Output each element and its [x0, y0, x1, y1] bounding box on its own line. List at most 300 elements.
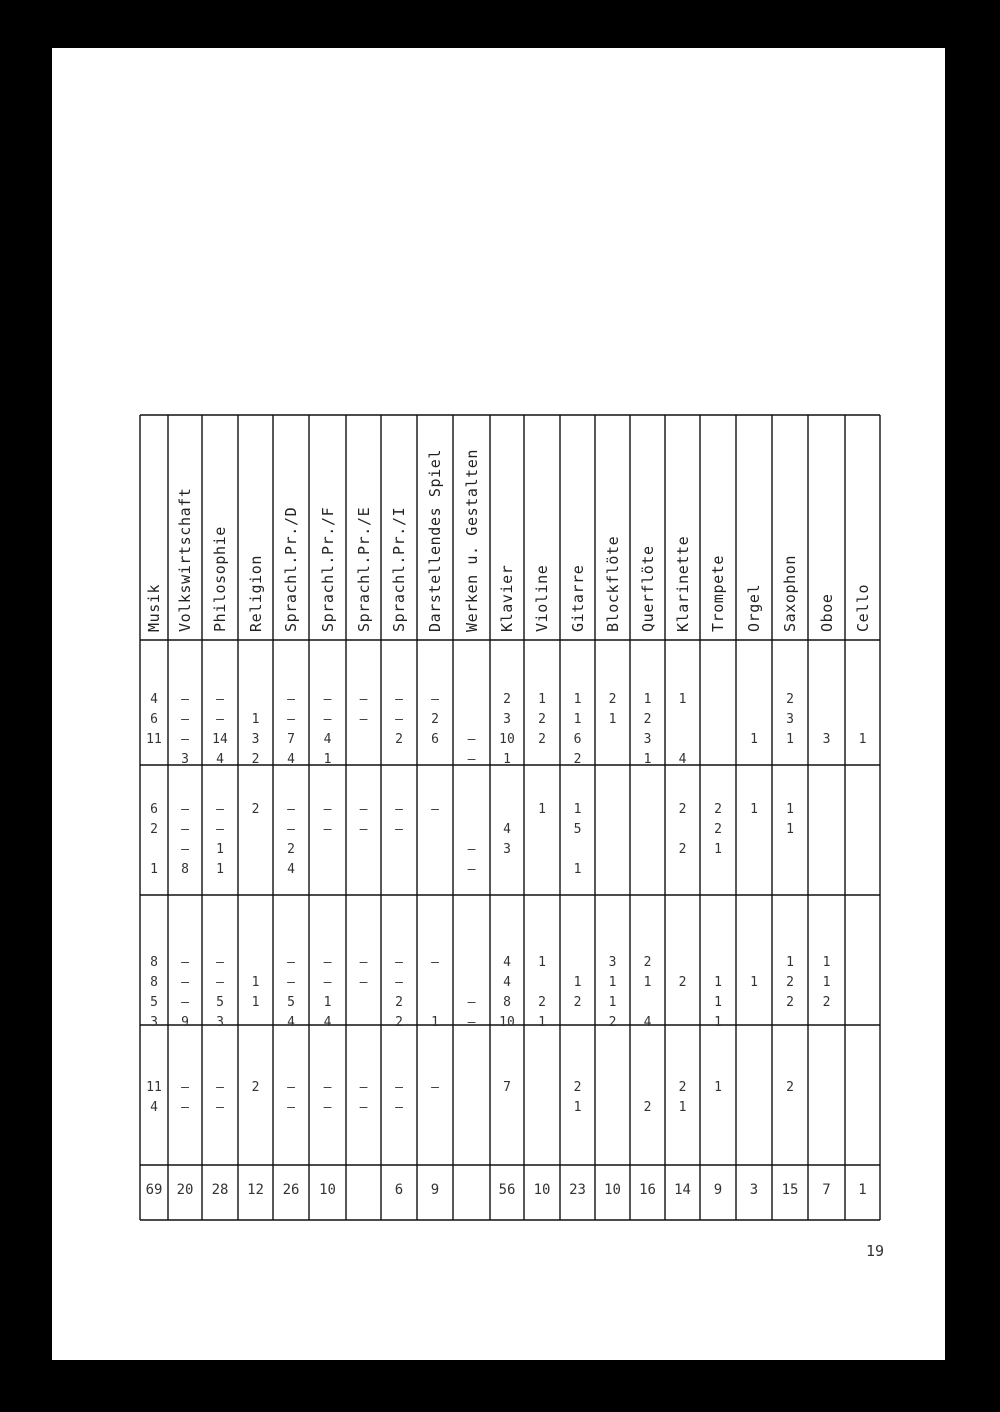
- table-cell-group: [597, 690, 629, 770]
- cell-value: –: [216, 802, 224, 817]
- cell-value: 1: [573, 1100, 582, 1115]
- column-header: Philosophie: [211, 526, 229, 632]
- cell-value: [667, 820, 699, 840]
- cell-value: [738, 1013, 770, 1033]
- cell-value: 1: [678, 692, 687, 707]
- cell-value: 5: [216, 995, 224, 1010]
- cell-value: 1: [786, 732, 794, 747]
- cell-value: 14: [212, 732, 228, 747]
- table-cell-group: [204, 953, 236, 1033]
- cell-value: 3: [786, 712, 794, 727]
- cell-value: [419, 840, 451, 860]
- table-cell-group: [667, 690, 699, 770]
- cell-value: 7: [503, 1080, 511, 1095]
- cell-value: [847, 750, 879, 770]
- cell-value: 5: [287, 995, 295, 1010]
- cell-value: [240, 840, 272, 860]
- cell-value: [847, 1098, 879, 1118]
- table-cell-group: [138, 1078, 170, 1118]
- cell-value: 1: [150, 862, 158, 877]
- cell-value: 6: [573, 732, 582, 747]
- cell-value: –: [467, 995, 476, 1010]
- column-header: Musik: [145, 583, 163, 632]
- cell-value: [526, 1078, 558, 1098]
- column-header: Gitarre: [568, 564, 587, 632]
- column-total: 3: [749, 1182, 759, 1198]
- cell-value: –: [431, 1080, 439, 1095]
- cell-value: –: [181, 822, 189, 837]
- cell-value: [240, 820, 272, 840]
- cell-value: –: [323, 1100, 332, 1115]
- table-cell-group: [383, 1078, 415, 1118]
- cell-value: [597, 1078, 629, 1098]
- cell-value: 3: [150, 1015, 158, 1030]
- column-total: 15: [781, 1182, 799, 1198]
- table-cell-group: [811, 1078, 843, 1118]
- cell-value: [456, 710, 488, 730]
- column-header: Querflöte: [638, 545, 657, 632]
- cell-value: [811, 840, 843, 860]
- table-cell-group: [383, 800, 415, 880]
- table-cell-group: [312, 1078, 344, 1118]
- column-total: 6: [394, 1182, 404, 1198]
- cell-value: 8: [150, 955, 158, 970]
- cell-value: [597, 800, 629, 820]
- cell-value: 5: [150, 995, 158, 1010]
- column-total: 14: [674, 1182, 691, 1198]
- cell-value: 1: [643, 975, 652, 990]
- cell-value: 4: [287, 1015, 295, 1030]
- cell-value: 2: [608, 1015, 617, 1030]
- column-header: Werken u. Gestalten: [462, 449, 481, 632]
- cell-value: –: [216, 1080, 224, 1095]
- cell-value: 1: [431, 1015, 439, 1030]
- table-cell-group: [383, 953, 415, 1033]
- cell-value: –: [181, 842, 189, 857]
- cell-value: [738, 1078, 770, 1098]
- cell-value: –: [431, 692, 439, 707]
- cell-value: [491, 860, 523, 880]
- cell-value: 3: [822, 732, 831, 747]
- cell-value: [632, 820, 664, 840]
- cell-value: [632, 840, 664, 860]
- cell-value: 1: [750, 732, 758, 747]
- cell-value: 1: [573, 975, 582, 990]
- column-total: 9: [430, 1182, 440, 1198]
- cell-value: [419, 1098, 451, 1118]
- table-cell-group: [847, 690, 879, 770]
- column-header: Violine: [533, 564, 551, 632]
- cell-value: –: [216, 822, 224, 837]
- cell-value: [312, 860, 344, 880]
- cell-value: –: [431, 955, 439, 970]
- cell-value: 2: [395, 1015, 403, 1030]
- cell-value: –: [395, 975, 403, 990]
- table-cell-group: [702, 690, 734, 770]
- cell-value: [562, 1013, 594, 1033]
- cell-value: [562, 840, 594, 860]
- table-cell-group: [562, 690, 594, 770]
- cell-value: 8: [503, 995, 511, 1010]
- table-cell-group: [456, 1078, 488, 1118]
- cell-value: 2: [395, 995, 403, 1010]
- cell-value: [702, 730, 734, 750]
- cell-value: [597, 820, 629, 840]
- cell-value: 4: [678, 752, 687, 767]
- cell-value: [667, 993, 699, 1013]
- cell-value: –: [181, 692, 189, 707]
- cell-value: [847, 953, 879, 973]
- table-cell-group: [702, 800, 734, 880]
- cell-value: [240, 1098, 272, 1118]
- cell-value: –: [359, 692, 368, 707]
- cell-value: [811, 820, 843, 840]
- cell-value: 4: [150, 692, 158, 707]
- table-cell-group: [774, 953, 806, 1033]
- table-cell-group: [667, 800, 699, 880]
- cell-value: –: [431, 802, 439, 817]
- table-cell-group: [491, 1078, 523, 1118]
- cell-value: 2: [573, 995, 582, 1010]
- cell-value: [419, 993, 451, 1013]
- column-total: 9: [713, 1182, 723, 1198]
- cell-value: [456, 1098, 488, 1118]
- cell-value: 2: [287, 842, 295, 857]
- table-cell-group: [774, 800, 806, 880]
- cell-value: [774, 1013, 806, 1033]
- table-cell-group: [847, 1078, 879, 1118]
- cell-value: 3: [608, 955, 617, 970]
- column-total: 26: [282, 1182, 300, 1198]
- cell-value: 2: [538, 712, 546, 727]
- cell-value: [702, 710, 734, 730]
- cell-value: 2: [431, 712, 439, 727]
- cell-value: 1: [678, 1100, 687, 1115]
- column-header: Trompete: [709, 554, 727, 632]
- cell-value: –: [287, 975, 295, 990]
- table-cell-group: [811, 800, 843, 880]
- cell-value: [811, 750, 843, 770]
- table-cell-group: [632, 690, 664, 770]
- cell-value: 1: [608, 712, 617, 727]
- cell-value: [847, 710, 879, 730]
- cell-value: [667, 730, 699, 750]
- cell-value: 7: [287, 732, 295, 747]
- cell-value: [847, 993, 879, 1013]
- table-cell-group: [847, 800, 879, 880]
- cell-value: 1: [714, 1015, 722, 1030]
- cell-value: –: [323, 712, 332, 727]
- cell-value: 1: [538, 692, 546, 707]
- cell-value: 1: [538, 1015, 546, 1030]
- table-cell-group: [138, 690, 170, 770]
- table-cell-group: [667, 953, 699, 1033]
- cell-value: –: [467, 752, 476, 767]
- column-header: Volkswirtschaft: [176, 487, 194, 632]
- cell-value: [738, 690, 770, 710]
- cell-value: 2: [714, 802, 722, 817]
- table-cell-group: [562, 953, 594, 1033]
- cell-value: [738, 993, 770, 1013]
- cell-value: 1: [750, 802, 758, 817]
- cell-value: [138, 840, 170, 860]
- cell-value: 1: [750, 975, 758, 990]
- column-header: Sprachl.Pr./E: [354, 506, 373, 632]
- cell-value: [738, 750, 770, 770]
- cell-value: 1: [643, 752, 652, 767]
- cell-value: 3: [503, 842, 511, 857]
- cell-value: 4: [643, 1015, 652, 1030]
- table-cell-group: [597, 800, 629, 880]
- cell-value: 2: [251, 1080, 260, 1095]
- column-total: 28: [211, 1182, 229, 1198]
- cell-value: 9: [181, 1015, 189, 1030]
- cell-value: [526, 1098, 558, 1118]
- cell-value: –: [181, 802, 189, 817]
- table-cell-group: [138, 800, 170, 880]
- column-header: Saxophon: [781, 554, 799, 632]
- cell-value: 2: [503, 692, 511, 707]
- cell-value: [348, 840, 380, 860]
- table-cell-group: [383, 690, 415, 770]
- cell-value: [383, 750, 415, 770]
- table-cell-group: [348, 690, 380, 770]
- cell-value: –: [181, 1080, 189, 1095]
- table-cell-group: [240, 690, 272, 770]
- cell-value: [240, 953, 272, 973]
- cell-value: 1: [858, 732, 867, 747]
- cell-value: [847, 820, 879, 840]
- column-total: 69: [145, 1182, 163, 1198]
- cell-value: 4: [287, 752, 295, 767]
- cell-value: –: [395, 692, 403, 707]
- cell-value: [456, 953, 488, 973]
- cell-value: 2: [786, 975, 794, 990]
- table-cell-group: [456, 800, 488, 880]
- table-cell-group: [597, 1078, 629, 1118]
- cell-value: 4: [503, 822, 511, 837]
- cell-value: 1: [608, 975, 617, 990]
- column-total: 16: [639, 1182, 656, 1198]
- column-header: Sprachl.Pr./F: [318, 506, 337, 632]
- cell-value: –: [359, 975, 368, 990]
- cell-value: 2: [786, 692, 794, 707]
- cell-value: [491, 800, 523, 820]
- cell-value: 1: [822, 975, 831, 990]
- cell-value: [240, 1013, 272, 1033]
- table-cell-group: [526, 800, 558, 880]
- cell-value: 2: [786, 995, 794, 1010]
- table-cell-group: [204, 1078, 236, 1118]
- cell-value: [419, 860, 451, 880]
- cell-value: 4: [323, 732, 332, 747]
- cell-value: [456, 973, 488, 993]
- cell-value: [632, 993, 664, 1013]
- cell-value: [419, 750, 451, 770]
- cell-value: 1: [643, 692, 652, 707]
- cell-value: [738, 860, 770, 880]
- cell-value: 3: [216, 1015, 224, 1030]
- column-header: Klavier: [498, 564, 516, 632]
- cell-value: [632, 860, 664, 880]
- cell-value: –: [323, 822, 332, 837]
- cell-value: [847, 860, 879, 880]
- column-total: 7: [822, 1182, 831, 1198]
- cell-value: 1: [503, 752, 511, 767]
- cell-value: –: [395, 822, 403, 837]
- cell-value: 1: [714, 842, 722, 857]
- cell-value: [702, 690, 734, 710]
- cell-value: 5: [573, 822, 582, 837]
- cell-value: [348, 860, 380, 880]
- cell-value: [526, 860, 558, 880]
- cell-value: [597, 750, 629, 770]
- table-cell-group: [526, 690, 558, 770]
- cell-value: 1: [573, 712, 582, 727]
- cell-value: –: [323, 802, 332, 817]
- cell-value: [240, 860, 272, 880]
- cell-value: [419, 820, 451, 840]
- table-cell-group: [702, 1078, 734, 1118]
- cell-value: 2: [538, 732, 546, 747]
- table-cell-group: [204, 690, 236, 770]
- table-cell-group: [419, 953, 451, 1033]
- cell-value: [774, 840, 806, 860]
- column-total: 23: [569, 1182, 586, 1198]
- cell-value: 1: [608, 995, 617, 1010]
- table-cell-group: [204, 800, 236, 880]
- cell-value: 1: [822, 955, 831, 970]
- cell-value: 1: [323, 752, 332, 767]
- cell-value: [456, 690, 488, 710]
- cell-value: –: [359, 712, 368, 727]
- column-total: 10: [604, 1182, 621, 1198]
- cell-value: [491, 1098, 523, 1118]
- table-cell-group: [348, 1078, 380, 1118]
- table-cell-group: [738, 800, 770, 880]
- cell-value: 2: [678, 1080, 687, 1095]
- table-cell-group: [738, 1078, 770, 1118]
- cell-value: 2: [538, 995, 546, 1010]
- cell-value: 11: [146, 1080, 162, 1095]
- table-cell-group: [240, 953, 272, 1033]
- cell-value: –: [287, 802, 295, 817]
- table-cell-group: [275, 800, 307, 880]
- cell-value: [847, 1013, 879, 1033]
- cell-value: [597, 860, 629, 880]
- cell-value: –: [181, 1100, 189, 1115]
- table-cell-group: [774, 690, 806, 770]
- cell-value: [811, 1078, 843, 1098]
- cell-value: –: [359, 802, 368, 817]
- cell-value: 10: [499, 732, 515, 747]
- cell-value: 4: [150, 1100, 158, 1115]
- table-cell-group: [169, 800, 201, 880]
- table-cell-group: [240, 1078, 272, 1118]
- cell-value: –: [395, 712, 403, 727]
- cell-value: –: [216, 975, 224, 990]
- column-header: Darstellendes Spiel: [426, 449, 444, 632]
- cell-value: [632, 1078, 664, 1098]
- cell-value: 4: [503, 975, 511, 990]
- table-cell-group: [491, 800, 523, 880]
- cell-value: [383, 840, 415, 860]
- cell-value: –: [359, 822, 368, 837]
- table-cell-group: [169, 690, 201, 770]
- table-cell-group: [348, 953, 380, 1033]
- column-total: 10: [319, 1182, 336, 1198]
- column-header: Oboe: [817, 593, 836, 632]
- cell-value: 2: [150, 822, 158, 837]
- cell-value: [526, 820, 558, 840]
- table-cell-group: [811, 953, 843, 1033]
- cell-value: –: [216, 692, 224, 707]
- table-cell-group: [526, 1078, 558, 1118]
- cell-value: [597, 1098, 629, 1118]
- cell-value: –: [359, 955, 368, 970]
- table-cell-group: [632, 1078, 664, 1118]
- table-cell-group: [456, 690, 488, 770]
- cell-value: [702, 750, 734, 770]
- cell-value: [312, 840, 344, 860]
- cell-value: 6: [431, 732, 439, 747]
- table-cell-group: [491, 953, 523, 1033]
- cell-value: 2: [643, 712, 652, 727]
- cell-value: [811, 1013, 843, 1033]
- cell-value: [456, 800, 488, 820]
- cell-value: [597, 730, 629, 750]
- column-header: Sprachl.Pr./I: [390, 506, 408, 632]
- table-cell-group: [275, 953, 307, 1033]
- cell-value: [774, 860, 806, 880]
- cell-value: [667, 953, 699, 973]
- cell-value: 6: [150, 802, 158, 817]
- table-cell-group: [811, 690, 843, 770]
- cell-value: [526, 840, 558, 860]
- cell-value: [847, 690, 879, 710]
- cell-value: 1: [251, 995, 260, 1010]
- cell-value: [774, 750, 806, 770]
- cell-value: 11: [146, 732, 162, 747]
- cell-value: –: [287, 692, 295, 707]
- cell-value: 1: [323, 995, 332, 1010]
- cell-value: 2: [643, 955, 652, 970]
- column-header: Orgel: [745, 583, 763, 632]
- cell-value: –: [467, 1015, 476, 1030]
- cell-value: 2: [822, 995, 831, 1010]
- cell-value: 4: [287, 862, 295, 877]
- cell-value: [738, 840, 770, 860]
- cell-value: 2: [608, 692, 617, 707]
- cell-value: [138, 750, 170, 770]
- cell-value: [702, 1098, 734, 1118]
- cell-value: [847, 973, 879, 993]
- cell-value: 1: [714, 995, 722, 1010]
- column-total: 1: [858, 1182, 867, 1198]
- cell-value: –: [216, 1100, 224, 1115]
- cell-value: 1: [573, 802, 582, 817]
- cell-value: [348, 730, 380, 750]
- cell-value: 6: [150, 712, 158, 727]
- cell-value: [526, 973, 558, 993]
- cell-value: [738, 710, 770, 730]
- cell-value: [456, 820, 488, 840]
- table-cell-group: [562, 1078, 594, 1118]
- cell-value: 1: [714, 1080, 722, 1095]
- table-cell-group: [312, 800, 344, 880]
- cell-value: [632, 800, 664, 820]
- cell-value: 2: [573, 752, 582, 767]
